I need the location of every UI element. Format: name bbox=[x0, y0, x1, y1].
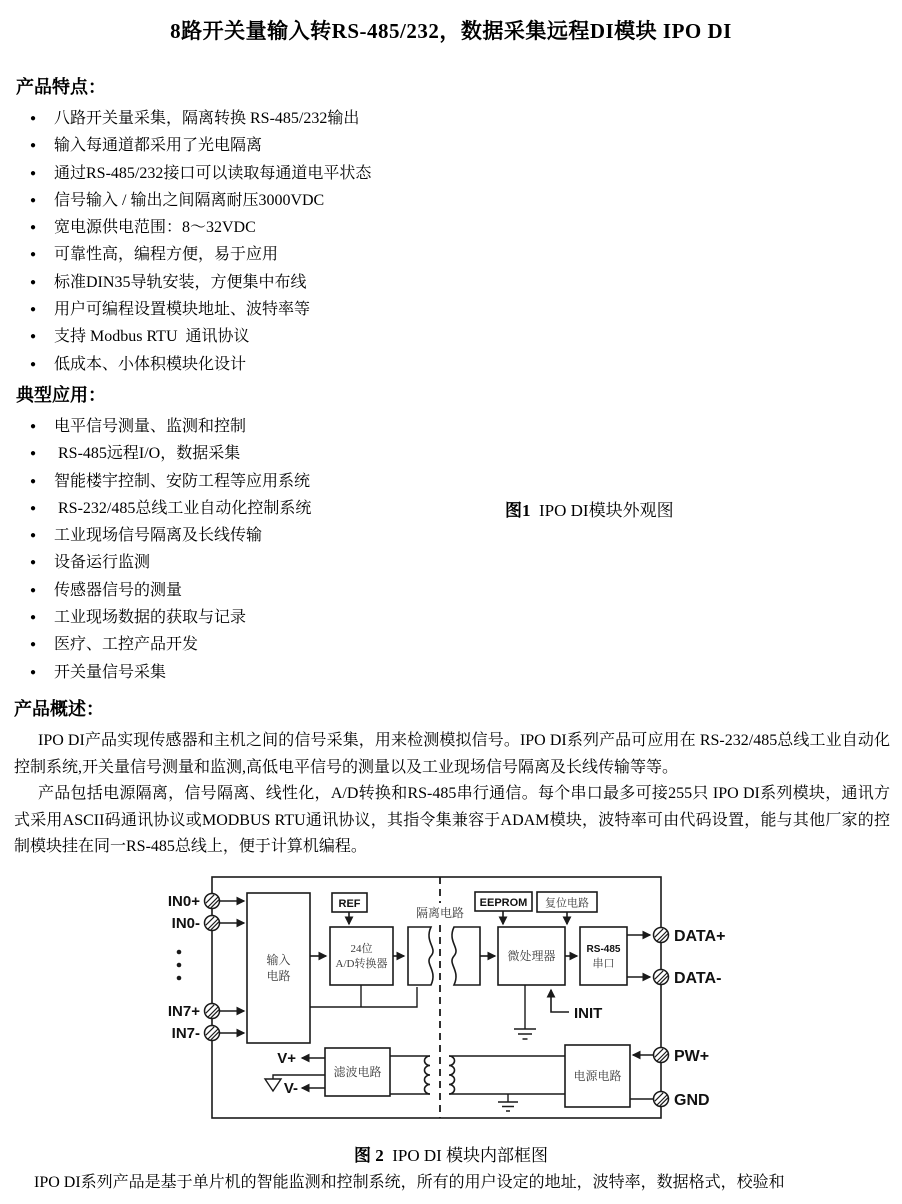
list-item: ● 传感器信号的测量 bbox=[16, 577, 486, 604]
isolation-label: 隔离电路 bbox=[415, 906, 465, 920]
bullet-icon: ● bbox=[30, 448, 37, 460]
list-item: ● 信号输入 / 输出之间隔离耐压3000VDC bbox=[16, 187, 486, 214]
filter-circuit-label: 滤波电路 bbox=[333, 1065, 382, 1079]
input-circuit-label-2: 电路 bbox=[266, 969, 291, 983]
vminus-label: V- bbox=[283, 1080, 298, 1097]
isolation-coupler-right bbox=[452, 927, 480, 985]
bullet-icon: ● bbox=[30, 222, 37, 234]
list-item: ● 低成本、小体积模块化设计 bbox=[16, 351, 486, 378]
adc-label-1: 24位 bbox=[350, 943, 373, 955]
overview-paragraph-1: IPO DI产品实现传感器和主机之间的信号采集，用来检测模拟信号。IPO DI系列产品可应用在 RS-232/485总线工业自动化控制系统,开关量信号测量和监测,高低电平信号的测量以及工业现场信号隔离及长线传输等等。 bbox=[14, 732, 890, 776]
applications-section bbox=[16, 384, 486, 686]
in7-minus-label: IN7- bbox=[171, 1025, 200, 1042]
list-item: ● 支持 Modbus RTU 通讯协议 bbox=[16, 323, 486, 350]
terminal-data-plus bbox=[654, 928, 726, 946]
block-rs485-port bbox=[580, 927, 627, 985]
block-input-circuit bbox=[247, 893, 310, 1043]
in7-plus-label: IN7+ bbox=[167, 1003, 200, 1020]
features-list bbox=[16, 105, 486, 378]
list-item: ● 设备运行监测 bbox=[16, 549, 486, 576]
page-title: 8路开关量输入转RS-485/232，数据采集远程DI模块 IPO DI bbox=[170, 19, 732, 43]
bullet-icon: ● bbox=[30, 639, 37, 651]
terminal-pw-plus bbox=[654, 1048, 710, 1066]
list-item: ● 开关量信号采集 bbox=[16, 659, 486, 686]
init-label: INIT bbox=[574, 1005, 603, 1022]
list-item: ● RS-232/485总线工业自动化控制系统 bbox=[16, 495, 486, 522]
block-adc bbox=[330, 927, 393, 985]
bullet-icon: ● bbox=[30, 140, 37, 152]
module-block-diagram bbox=[140, 872, 770, 1142]
list-item: ● 智能楼宇控制、安防工程等应用系统 bbox=[16, 468, 486, 495]
isolation-coupler-left bbox=[408, 927, 433, 985]
ref-label: REF bbox=[338, 898, 361, 910]
bullet-icon: ● bbox=[30, 666, 37, 678]
bullet-icon: ● bbox=[30, 475, 37, 487]
overview-paragraph-2: 产品包括电源隔离，信号隔离、线性化，A/D转换和RS-485串行通信。每个串口最多可接255只 IPO DI系列模块，通讯方式采用ASCII码通讯协议或MODBUS RTU通讯协议，其指令集兼容于ADAM模块，波特率可由代码设置，能与其他厂家的控制模块挂在同一RS-485总线上，便于计算机编程。 bbox=[14, 785, 890, 855]
block-power-circuit bbox=[565, 1045, 630, 1107]
list-item: ● 标准DIN35导轨安装，方便集中布线 bbox=[16, 269, 486, 296]
list-item: ● RS-485远程I/O，数据采集 bbox=[16, 440, 486, 467]
rs485-label-1: RS-485 bbox=[586, 944, 621, 955]
figure1-label: 图1 bbox=[505, 501, 531, 520]
list-item: ● 工业现场信号隔离及长线传输 bbox=[16, 522, 486, 549]
data-plus-label: DATA+ bbox=[674, 928, 726, 945]
figure1-text: IPO DI模块外观图 bbox=[539, 501, 674, 520]
bullet-icon: ● bbox=[30, 113, 37, 124]
list-item: ● 电平信号测量、监测和控制 bbox=[16, 413, 486, 440]
list-item: ● 医疗、工控产品开发 bbox=[16, 631, 486, 658]
bullet-icon: ● bbox=[30, 502, 37, 514]
block-filter-circuit bbox=[325, 1048, 390, 1096]
bullet-icon: ● bbox=[30, 530, 37, 542]
rs485-label-2: 串口 bbox=[592, 958, 615, 970]
figure2-label: 图 2 bbox=[353, 1146, 384, 1165]
figure2-text: IPO DI 模块内部框图 bbox=[392, 1146, 549, 1165]
adc-label-2: A/D转换器 bbox=[335, 958, 388, 970]
gnd-label: GND bbox=[674, 1092, 710, 1109]
bullet-icon: ● bbox=[30, 167, 37, 179]
pw-plus-label: PW+ bbox=[674, 1048, 710, 1065]
features-section bbox=[16, 76, 486, 378]
list-item: ● 输入每通道都采用了光电隔离 bbox=[16, 132, 486, 159]
bullet-icon: ● bbox=[30, 249, 37, 261]
in0-minus-label: IN0- bbox=[171, 915, 200, 932]
block-mcu bbox=[498, 927, 565, 985]
list-item: ● 宽电源供电范围：8～32VDC bbox=[16, 214, 486, 241]
bullet-icon: ● bbox=[30, 584, 37, 596]
list-item: ● 工业现场数据的获取与记录 bbox=[16, 604, 486, 631]
power-circuit-label: 电源电路 bbox=[573, 1069, 622, 1083]
in0-plus-label: IN0+ bbox=[167, 893, 200, 910]
applications-heading: 典型应用： bbox=[16, 385, 106, 405]
bullet-icon: ● bbox=[30, 612, 37, 624]
data-minus-label: DATA- bbox=[674, 970, 722, 987]
bullet-icon: ● bbox=[30, 194, 37, 206]
figure2-diagram bbox=[140, 872, 770, 1142]
bullet-icon: ● bbox=[30, 304, 37, 316]
bullet-icon: ● bbox=[30, 276, 37, 288]
applications-list bbox=[16, 413, 486, 686]
isolation-label-group bbox=[411, 903, 469, 921]
bullet-icon: ● bbox=[30, 557, 37, 569]
vplus-label: V+ bbox=[277, 1050, 296, 1067]
eeprom-label: EEPROM bbox=[479, 897, 528, 909]
list-item: ● 八路开关量采集，隔离转换 RS-485/232输出 bbox=[16, 105, 486, 132]
overview-section bbox=[14, 698, 890, 861]
input-circuit-label-1: 输入 bbox=[266, 953, 291, 967]
figure2-caption bbox=[0, 1141, 902, 1166]
features-heading: 产品特点： bbox=[16, 77, 106, 97]
bullet-icon: ● bbox=[30, 331, 37, 343]
figure1-caption bbox=[505, 496, 674, 521]
bullet-icon: ● bbox=[30, 421, 37, 432]
channel-ellipsis-dots bbox=[177, 950, 182, 981]
reset-circuit-label: 复位电路 bbox=[545, 897, 589, 910]
closing-paragraph: IPO DI系列产品是基于单片机的智能监测和控制系统，所有的用户设定的地址，波特率，数据格式，校验和 bbox=[34, 1174, 785, 1191]
overview-heading: 产品概述： bbox=[14, 699, 104, 719]
list-item: ● 用户可编程设置模块地址、波特率等 bbox=[16, 296, 486, 323]
terminal-data-minus bbox=[654, 970, 722, 988]
mcu-label: 微处理器 bbox=[507, 949, 556, 963]
terminal-gnd bbox=[654, 1092, 710, 1110]
list-item: ● 通过RS-485/232接口可以读取每通道电平状态 bbox=[16, 160, 486, 187]
bullet-icon: ● bbox=[30, 358, 37, 370]
list-item: ● 可靠性高，编程方便，易于应用 bbox=[16, 241, 486, 268]
